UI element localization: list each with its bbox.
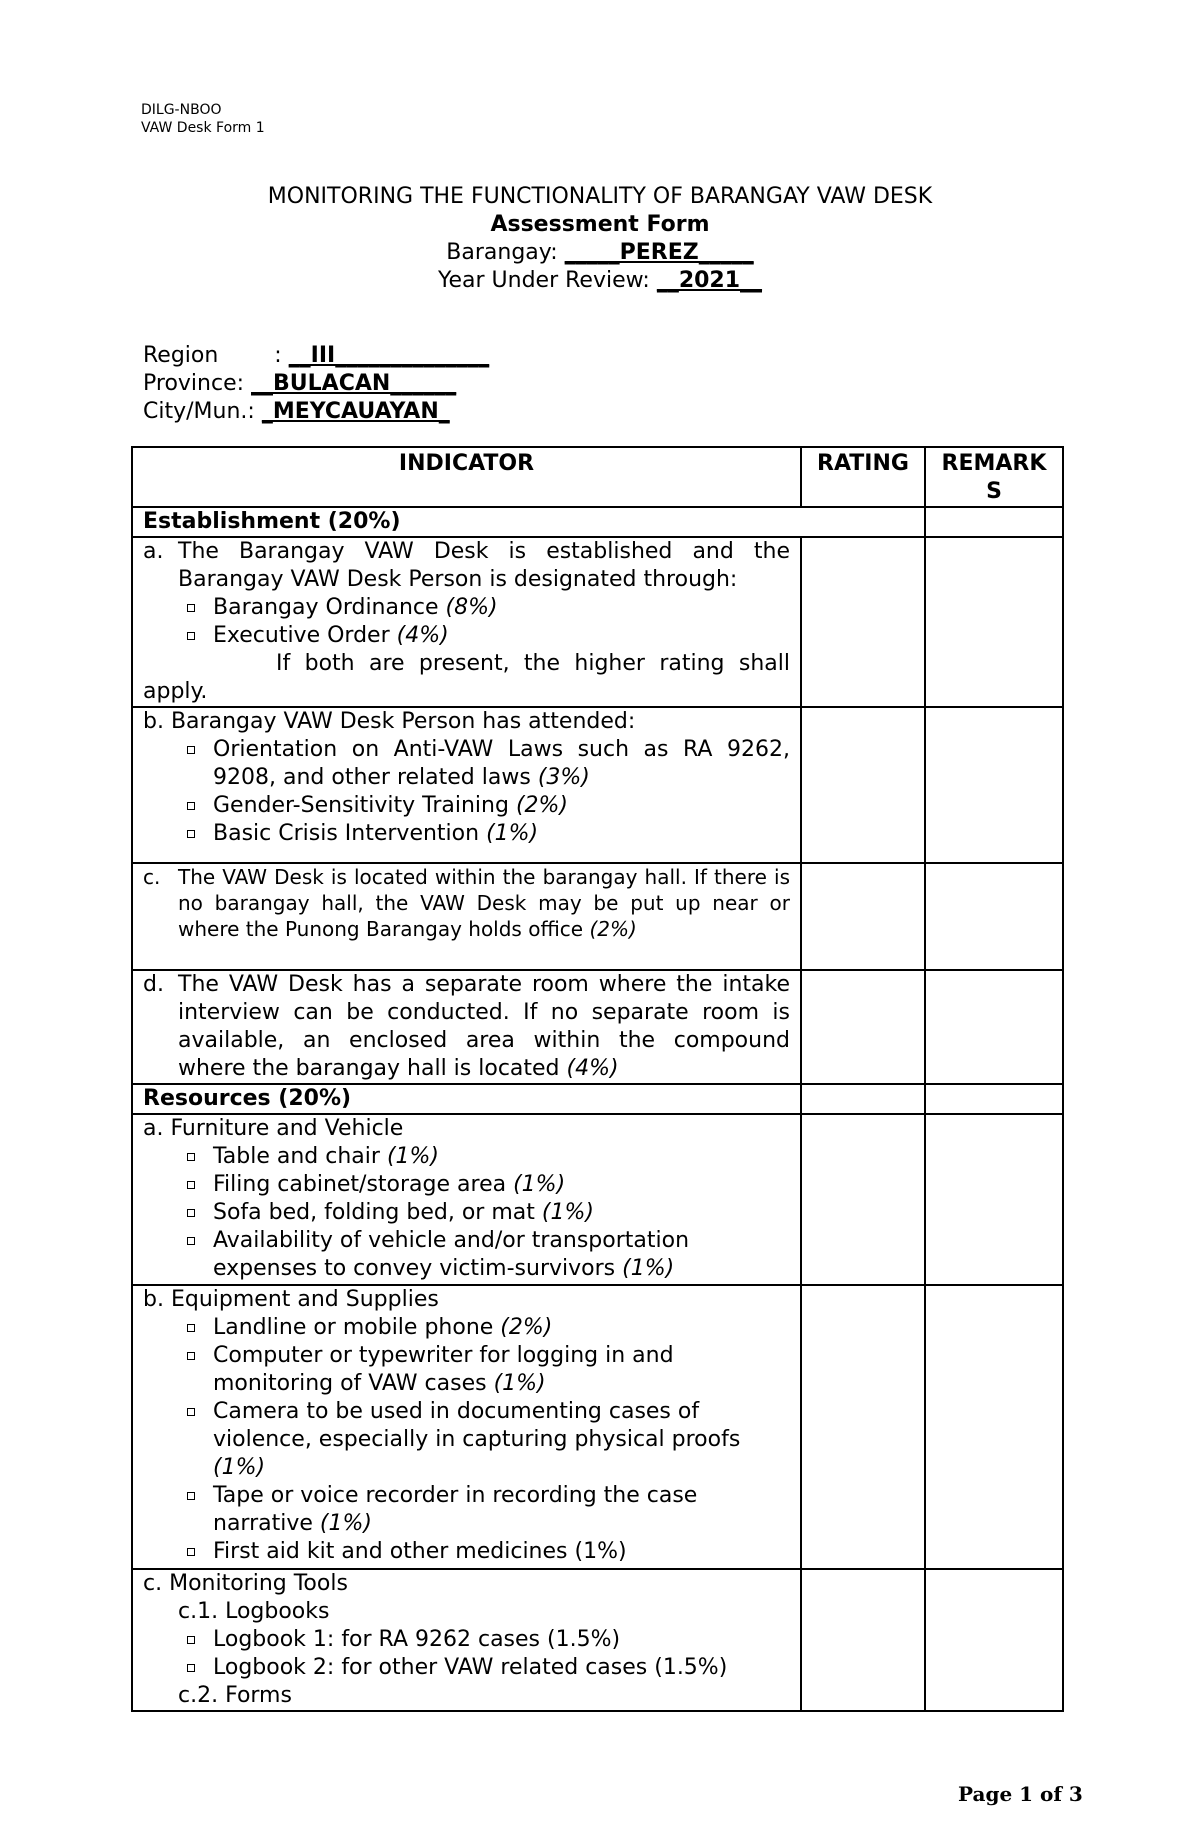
list-item: Filing cabinet/storage area (1%) xyxy=(178,1171,790,1199)
indicator-cell xyxy=(132,970,801,1084)
city-label: City/Mun.: xyxy=(143,399,262,424)
rating-cell[interactable] xyxy=(801,1285,925,1569)
indicator-cell xyxy=(132,863,801,970)
subheading: c.2. Forms xyxy=(178,1683,292,1708)
region-label: Region : xyxy=(143,343,289,368)
table-row xyxy=(132,1569,1063,1711)
list-item: First aid kit and other medicines (1%) xyxy=(178,1538,790,1566)
header-rating: RATING xyxy=(801,447,925,507)
province-line xyxy=(143,370,456,398)
option-list xyxy=(143,1626,790,1682)
list-item: Logbook 1: for RA 9262 cases (1.5%) xyxy=(178,1626,790,1654)
indicator-cell xyxy=(132,707,801,863)
table-row xyxy=(132,1114,1063,1285)
remarks-cell[interactable] xyxy=(925,537,1063,707)
assessment-table xyxy=(131,446,1064,1712)
list-item: Orientation on Anti-VAW Laws such as RA 9262, 9208, and other related laws (3%) xyxy=(178,736,790,792)
table-row xyxy=(132,1285,1063,1569)
list-item: Barangay Ordinance (8%) xyxy=(178,594,790,622)
remarks-cell[interactable] xyxy=(925,707,1063,863)
table-row xyxy=(132,863,1063,970)
year-value: __2021__ xyxy=(656,268,763,293)
option-list xyxy=(143,1314,790,1566)
list-item: Tape or voice recorder in recording the case narrative (1%) xyxy=(178,1482,790,1538)
remarks-cell xyxy=(925,1084,1063,1114)
indicator-text: b. Barangay VAW Desk Person has attended: xyxy=(143,709,636,734)
indicator-note: If both are present, the higher rating shall apply. xyxy=(143,651,790,704)
indicator-text: a. The Barangay VAW Desk is established and the Barangay VAW Desk Person is designated through: xyxy=(143,539,790,592)
year-label: Year Under Review: xyxy=(437,268,657,293)
remarks-cell[interactable] xyxy=(925,1114,1063,1285)
table-header-row xyxy=(132,447,1063,507)
indicator-text: a. Furniture and Vehicle xyxy=(143,1116,404,1141)
rating-cell[interactable] xyxy=(801,1569,925,1711)
rating-cell[interactable] xyxy=(801,707,925,863)
indicator-cell xyxy=(132,1285,801,1569)
subheading: c.1. Logbooks xyxy=(178,1599,330,1624)
section-title: Establishment (20%) xyxy=(132,507,925,537)
remarks-cell[interactable] xyxy=(925,970,1063,1084)
indicator-text: d. The VAW Desk has a separate room where the intake interview can be conducted. If no separate room is available, an enclosed area within the compound where the barangay hall is located (4%) xyxy=(143,972,790,1081)
indicator-cell xyxy=(132,1114,801,1285)
indicator-text: c. Monitoring Tools xyxy=(143,1571,348,1596)
barangay-line xyxy=(0,239,1200,267)
list-item: Executive Order (4%) xyxy=(178,622,790,650)
list-item: Camera to be used in documenting cases of violence, especially in capturing physical proofs (1%) xyxy=(178,1398,790,1482)
barangay-label: Barangay: xyxy=(446,240,565,265)
year-line xyxy=(0,267,1200,295)
remarks-cell[interactable] xyxy=(925,863,1063,970)
indicator-cell xyxy=(132,1569,801,1711)
list-item: Table and chair (1%) xyxy=(178,1143,790,1171)
city-line xyxy=(143,398,450,426)
header-remarks: REMARKS xyxy=(925,447,1063,507)
rating-cell[interactable] xyxy=(801,863,925,970)
region-value: __III______________ xyxy=(288,343,490,368)
remarks-cell[interactable] xyxy=(925,1285,1063,1569)
rating-cell[interactable] xyxy=(801,970,925,1084)
region-line xyxy=(143,342,489,370)
option-list xyxy=(143,736,790,848)
province-value: __BULACAN______ xyxy=(251,371,457,396)
page-title: MONITORING THE FUNCTIONALITY OF BARANGAY VAW DESK xyxy=(267,184,933,209)
list-item: Landline or mobile phone (2%) xyxy=(178,1314,790,1342)
rating-cell xyxy=(801,1084,925,1114)
section-row-establishment xyxy=(132,507,1063,537)
page-number: Page 1 of 3 xyxy=(958,1782,1083,1806)
indicator-cell xyxy=(132,537,801,707)
indicator-text: c. The VAW Desk is located within the barangay hall. If there is no barangay hall, the VAW Desk may be put up near or where the Punong Barangay holds office (2%) xyxy=(143,865,790,941)
list-item: Availability of vehicle and/or transportation expenses to convey victim-survivors (1%) xyxy=(178,1227,790,1283)
rating-cell[interactable] xyxy=(801,537,925,707)
title-block xyxy=(0,183,1200,295)
header-org: DILG-NBOO xyxy=(141,102,222,118)
list-item: Gender-Sensitivity Training (2%) xyxy=(178,792,790,820)
header-form-id: VAW Desk Form 1 xyxy=(141,120,265,136)
barangay-value: _____PEREZ_____ xyxy=(564,240,754,265)
remarks-cell xyxy=(925,507,1063,537)
table-row xyxy=(132,537,1063,707)
rating-cell[interactable] xyxy=(801,1114,925,1285)
table-row xyxy=(132,970,1063,1084)
option-list xyxy=(143,1143,790,1283)
option-list xyxy=(143,594,790,650)
province-label: Province: xyxy=(143,371,252,396)
section-title: Resources (20%) xyxy=(132,1084,801,1114)
remarks-cell[interactable] xyxy=(925,1569,1063,1711)
list-item: Sofa bed, folding bed, or mat (1%) xyxy=(178,1199,790,1227)
indicator-text: b. Equipment and Supplies xyxy=(143,1287,439,1312)
table-row xyxy=(132,707,1063,863)
list-item: Computer or typewriter for logging in and monitoring of VAW cases (1%) xyxy=(178,1342,790,1398)
header-indicator: INDICATOR xyxy=(132,447,801,507)
city-value: _MEYCAUAYAN_ xyxy=(261,399,450,424)
list-item: Basic Crisis Intervention (1%) xyxy=(178,820,790,848)
section-row-resources xyxy=(132,1084,1063,1114)
form-subtitle: Assessment Form xyxy=(490,212,710,237)
list-item: Logbook 2: for other VAW related cases (1.5%) xyxy=(178,1654,790,1682)
